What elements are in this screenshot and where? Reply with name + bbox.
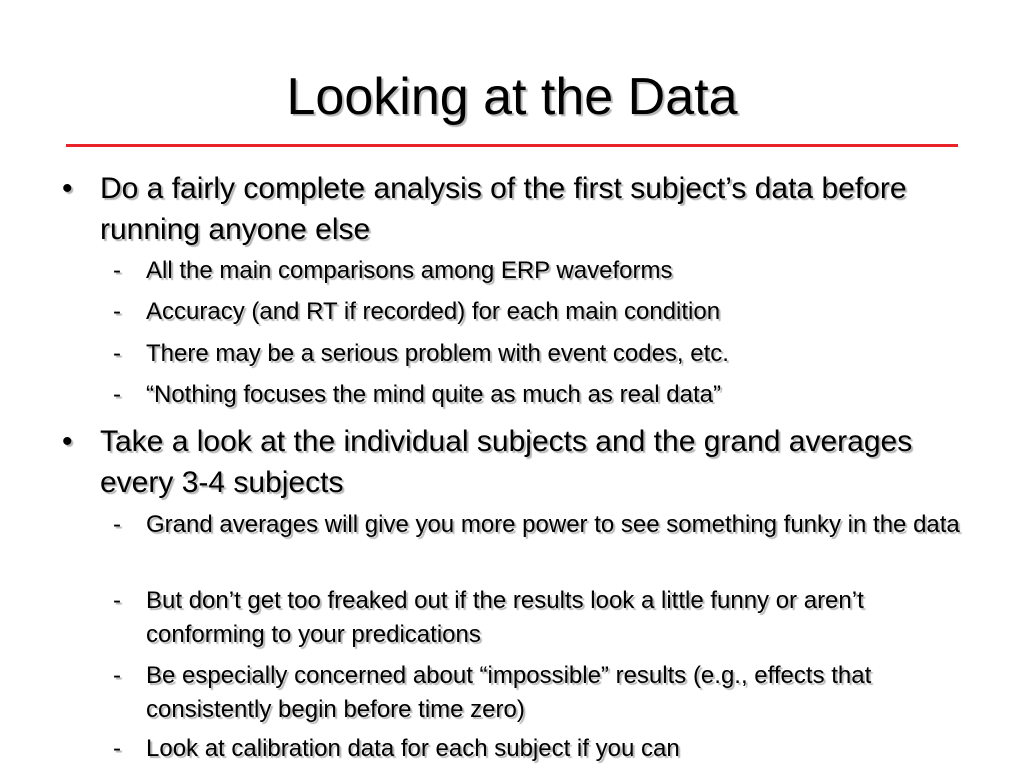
dash-icon: - xyxy=(113,381,121,408)
sub-item-text: Be especially concerned about “impossible” results (e.g., effects that consistently begin before time zero) xyxy=(146,662,872,723)
sub-item xyxy=(113,659,976,727)
sub-item xyxy=(113,295,976,329)
sub-item xyxy=(113,254,976,288)
title-divider xyxy=(66,144,958,147)
bullet-text: Do a fairly complete analysis of the first subject’s data before running anyone else xyxy=(100,172,907,246)
sub-item xyxy=(113,508,976,542)
dash-icon: - xyxy=(113,298,121,325)
sub-item-text: “Nothing focuses the mind quite as much as real data” xyxy=(146,381,721,408)
sub-item xyxy=(113,378,976,412)
sub-item xyxy=(113,584,976,652)
sub-item-text: But don’t get too freaked out if the results look a little funny or aren’t conforming to your predications xyxy=(146,587,864,648)
sub-item-text: Look at calibration data for each subject if you can xyxy=(146,735,680,762)
bullet-icon: • xyxy=(62,172,73,205)
dash-icon: - xyxy=(113,662,121,689)
dash-icon: - xyxy=(113,340,121,367)
slide-title: Looking at the Data xyxy=(286,68,738,126)
bullet-item xyxy=(62,421,960,503)
sub-item-text: Grand averages will give you more power to see something funky in the data xyxy=(146,511,960,538)
sub-item xyxy=(113,337,976,371)
sub-item-text: Accuracy (and RT if recorded) for each main condition xyxy=(146,298,721,325)
dash-icon: - xyxy=(113,735,121,762)
sub-item-text: There may be a serious problem with event codes, etc. xyxy=(146,340,729,367)
sub-item xyxy=(113,732,976,766)
bullet-item xyxy=(62,168,960,250)
bullet-text: Take a look at the individual subjects and the grand averages every 3-4 subjects xyxy=(100,425,913,499)
dash-icon: - xyxy=(113,587,121,614)
dash-icon: - xyxy=(113,257,121,284)
bullet-icon: • xyxy=(62,425,73,458)
dash-icon: - xyxy=(113,511,121,538)
sub-item-text: All the main comparisons among ERP waveforms xyxy=(146,257,673,284)
